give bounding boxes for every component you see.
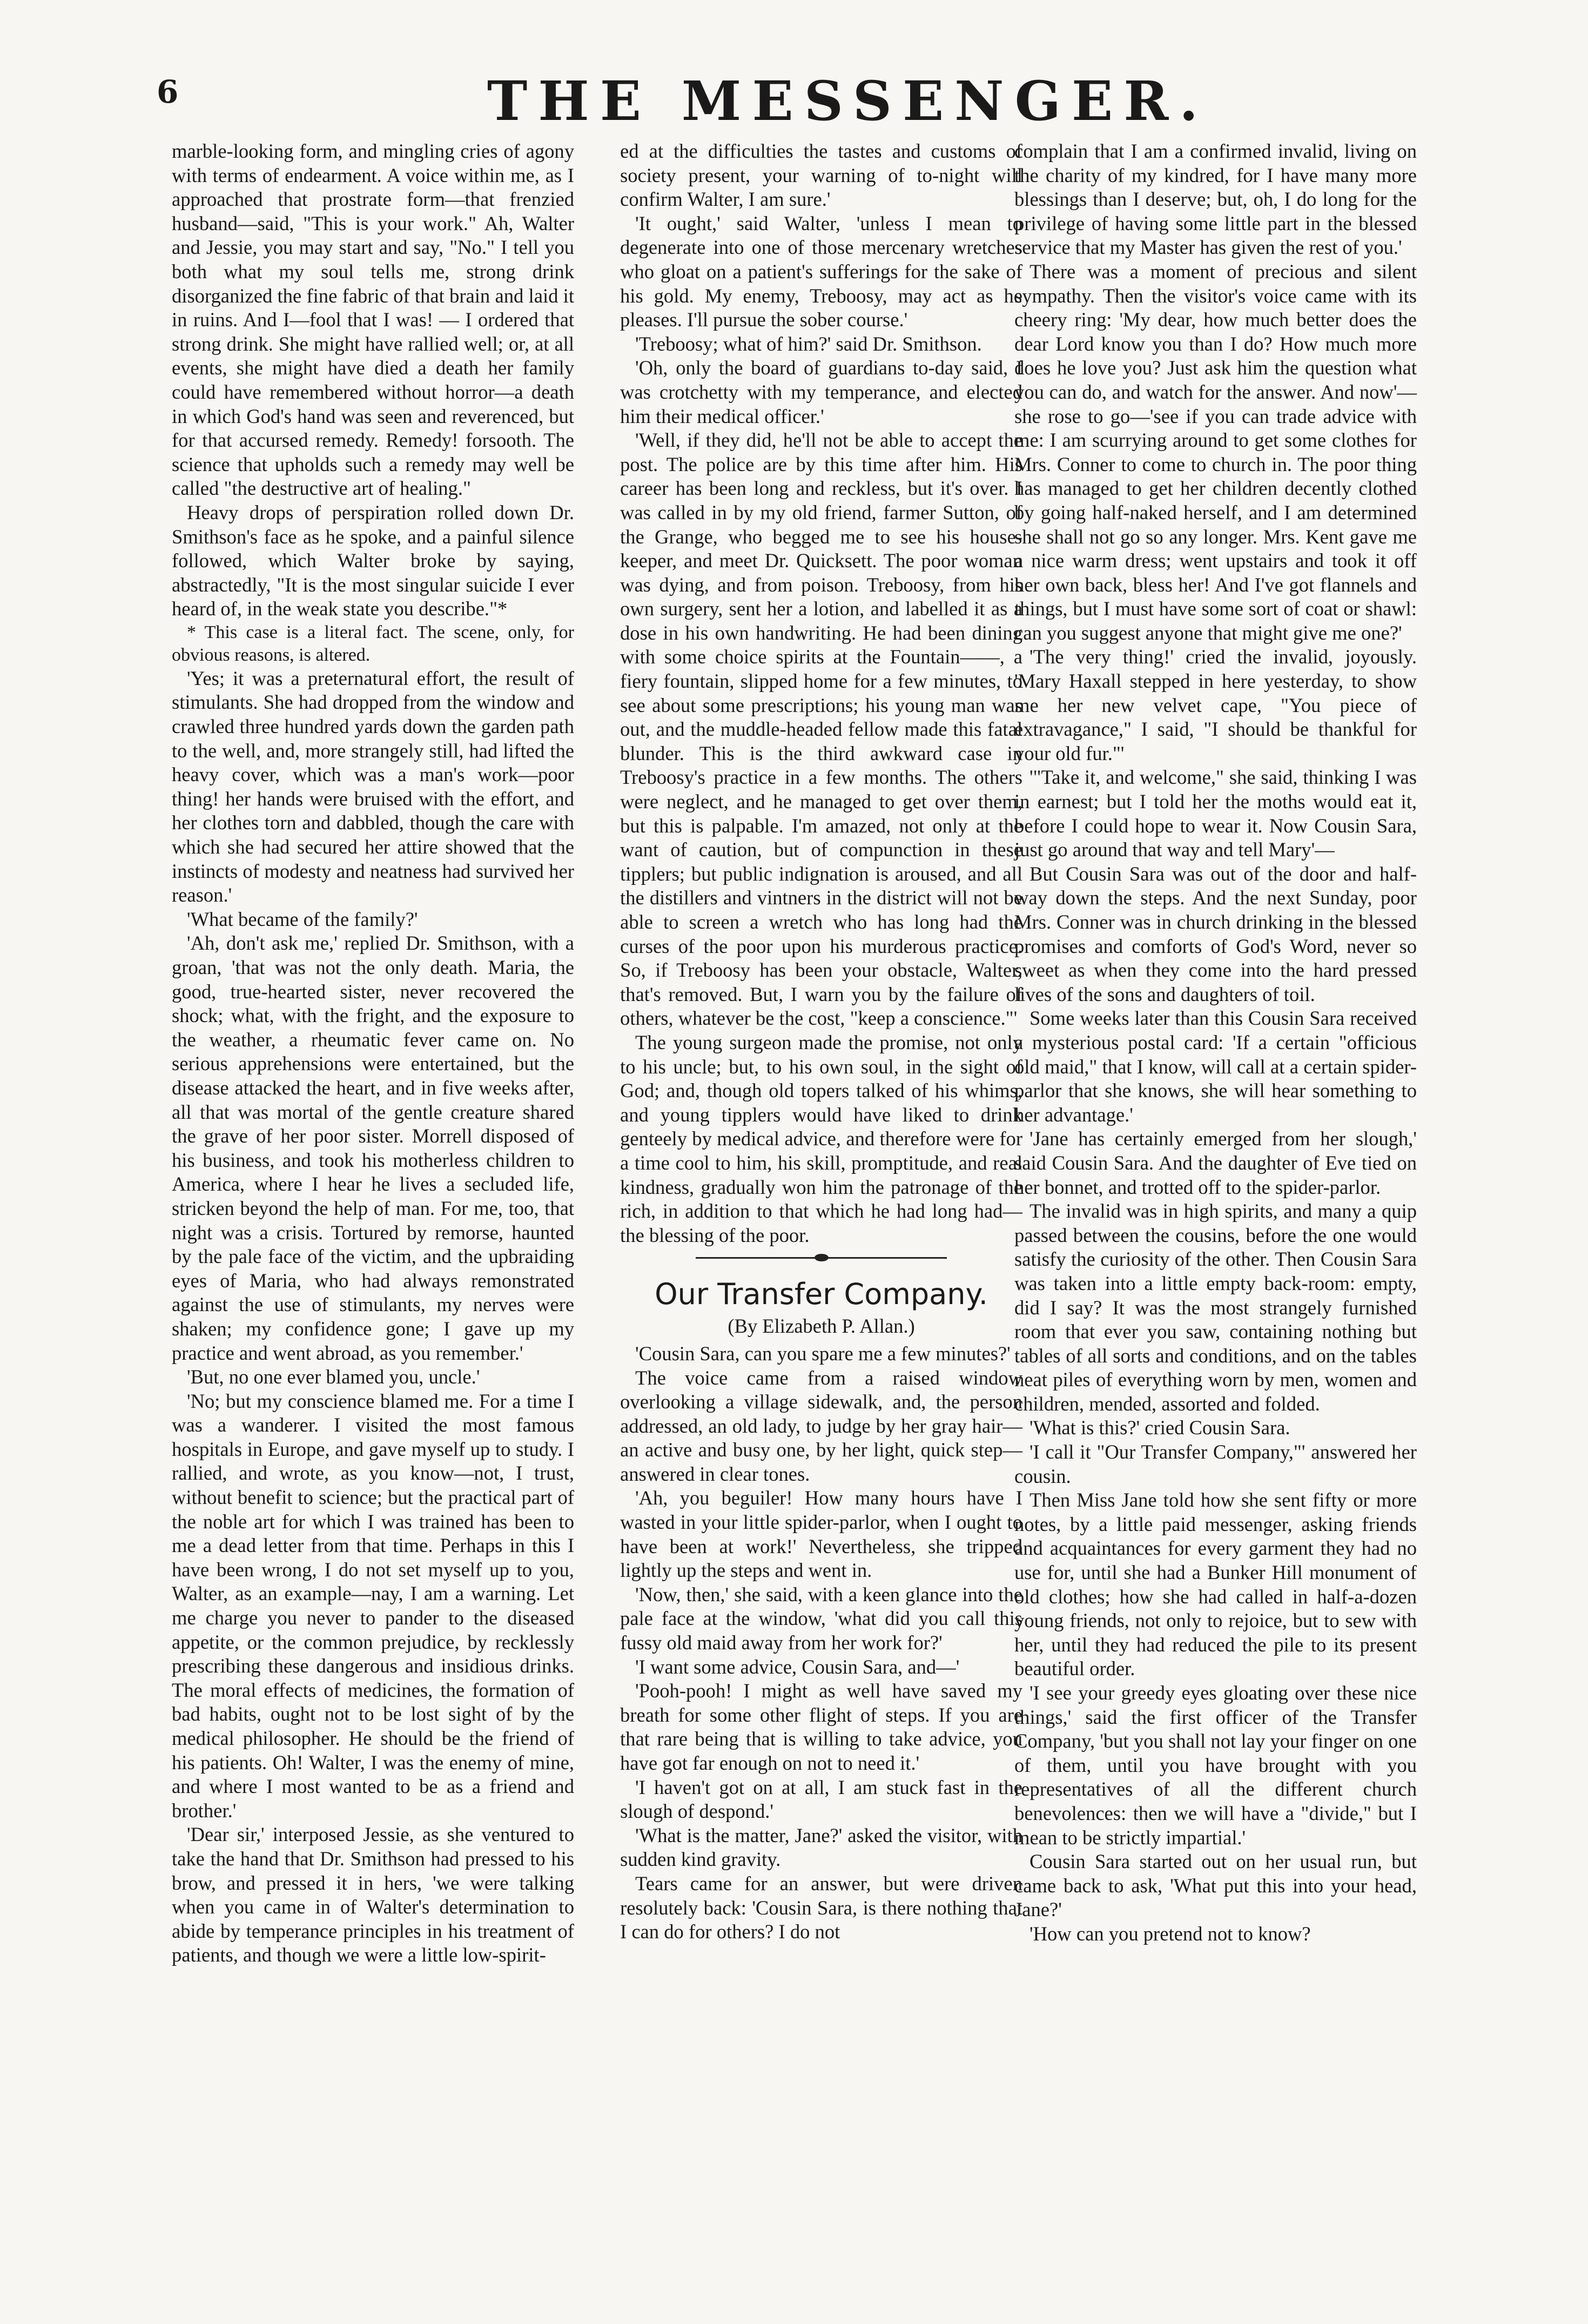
column-1 [172,139,574,1967]
column-3 [1014,139,1417,1946]
paragraph: Heavy drops of perspiration rolled down Dr. Smithson's face as he spoke, and a painful silence followed, which Walter broke by saying, abstractedly, "It is the most singular suicide I ever heard of, in the weak state you describe."* [172,501,574,620]
paragraph: 'Dear sir,' interposed Jessie, as she ventured to take the hand that Dr. Smithson had pressed to his brow, and pressed it in hers, 'we were talking when you came in of Walter's determination to abide by temperance principles in his treatment of patients, and though we were a little low-spirit- [172,1823,574,1966]
paragraph: 'It ought,' said Walter, 'unless I mean to degenerate into one of those mercenary wretches who gloat on a patient's sufferings for the sake of his gold. My enemy, Treboosy, may act as he pleases. I'll pursue the sober course.' [620,212,1022,331]
article-byline: (By Elizabeth P. Allan.) [728,1315,915,1338]
paragraph: marble-looking form, and mingling cries of agony with terms of endearment. A voice within me, as I approached that prostrate form—that frenzied husband—said, "This is your work." Ah, Walter and Jessie, you may start and say, "No." I tell you both what my soul tells me, strong drink disorganized the fine fabric of that brain and laid it in ruins. And I—fool that I was! — I ordered that strong drink. She might have rallied well; or, at all events, she might have died a death her family could have remembered without horror—a death in which God's hand was seen and reverenced, but for that accursed remedy. Remedy! forsooth. The science that upholds such a remedy may well be called "the destructive art of healing." [172,140,574,500]
paragraph: 'How can you pretend not to know? [1029,1922,1311,1945]
paragraph: 'Pooh-pooh! I might as well have saved my breath for some other flight of steps. If you are that rare being that is willing to take advice, you have got far enough on not to need it.' [620,1680,1022,1774]
paragraph: There was a moment of precious and silent sympathy. Then the visitor's voice came with its cheery ring: 'My dear, how much better does the dear Lord know you than I do? How much more does he love you? Just ask him the question what you can do, and watch for the answer. And now'—she rose to go—'see if you can trade advice with me: I am scurrying around to get some clothes for Mrs. Conner to come to church in. The poor thing has managed to get her children decently clothed by going half-naked herself, and I am determined she shall not go so any longer. Mrs. Kent gave me a nice warm dress; went upstairs and took it off her own back, bless her! And I've got flannels and things, but I must have some sort of coat or shawl: can you suggest anyone that might give me one?' [1014,260,1417,644]
paragraph: 'But, no one ever blamed you, uncle.' [187,1366,480,1388]
page-number: 6 [157,73,179,110]
paragraph: 'Oh, only the board of guardians to-day said, I was crotchetty with my temperance, and elected him their medical officer.' [620,357,1022,427]
paragraph: complain that I am a confirmed invalid, living on the charity of my kindred, for I have many more blessings than I deserve; but, oh, I do long for the privilege of having some little part in the blessed service that my Master has given the rest of you.' [1014,140,1417,259]
paragraph: ed at the difficulties the tastes and customs of society present, your warning of to-night will confirm Walter, I am sure.' [620,140,1022,211]
paragraph: Cousin Sara started out on her usual run, but came back to ask, 'What put this into your head, Jane?' [1014,1850,1417,1921]
paragraph: The invalid was in high spirits, and many a quip passed between the cousins, before the one would satisfy the curiosity of the other. Then Cousin Sara was taken into a little empty back-room: empty, did I say? It was the most strangely furnished room that ever you saw, containing nothing but tables of all sorts and conditions, and on the tables neat piles of everything worn by men, women and children, mended, assorted and folded. [1014,1200,1417,1415]
paragraph: 'Treboosy; what of him?' said Dr. Smithson. [635,332,982,355]
paragraph: Tears came for an answer, but were driven resolutely back: 'Cousin Sara, is there nothing that I can do for others? I do not [620,1872,1022,1943]
paragraph: 'I haven't got on at all, I am stuck fast in the slough of despond.' [620,1776,1022,1823]
article-title: Our Transfer Company. [655,1277,988,1312]
paragraph: 'The very thing!' cried the invalid, joyously. 'Mary Haxall stepped in here yesterday, to show me her new velvet cape, "You piece of extravagance," I said, "I should be thankful for your old fur."' [1014,646,1417,764]
paragraph: 'Yes; it was a preternatural effort, the result of stimulants. She had dropped from the window and crawled three hundred yards down the garden path to the well, and, more strangely still, had lifted the heavy cover, which was a man's work—poor thing! her hands were bruised with the effort, and her clothes torn and dabbled, though the care with which she had secured her attire showed that the instincts of modesty and neatness had survived her reason.' [172,667,574,906]
page-header [157,69,1464,134]
paragraph: The voice came from a raised window overlooking a village sidewalk, and, the person addressed, an old lady, to judge by her gray hair—an active and busy one, by her light, quick step—answered in clear tones. [620,1366,1022,1485]
paragraph: Some weeks later than this Cousin Sara received a mysterious postal card: 'If a certain "officious old maid," that I know, will call at a certain spider-parlor that she knows, she will hear something to her advantage.' [1014,1007,1417,1126]
paragraph: 'I want some advice, Cousin Sara, and—' [635,1655,960,1678]
paragraph: 'Ah, you beguiler! How many hours have I wasted in your little spider-parlor, when I ought to have been at work!' Nevertheless, she tripped lightly up the steps and went in. [620,1487,1022,1582]
section-divider [620,1250,1022,1266]
paragraph: 'Ah, don't ask me,' replied Dr. Smithson, with a groan, 'that was not the only death. Maria, the good, true-hearted sister, never recovered the shock; what, with the fright, and the exposure to the weather, a rheumatic fever came on. No serious apprehensions were entertained, but the disease attacked the heart, and in five weeks after, all that was mortal of the gentle creature shared the grave of her poor sister. Morrell disposed of his business, and took his motherless children to America, where I hear he lives a secluded life, stricken beyond the help of man. For me, too, that night was a crisis. Tortured by remorse, haunted by the pale face of the victim, and the upbraiding eyes of Maria, who had always remonstrated against the use of stimulants, my nerves were shaken; my confidence gone; I gave up my practice and went abroad, as you remember.' [172,932,574,1364]
paragraph: 'Well, if they did, he'll not be able to accept the post. The police are by this time after him. His career has been long and reckless, but it's over. I was called in by my old friend, farmer Sutton, of the Grange, who begged me to see his house-keeper, and meet Dr. Quicksett. The poor woman was dying, and from poison. Treboosy, from his own surgery, sent her a lotion, and labelled it as a dose in his own handwriting. He had been dining with some choice spirits at the Fountain——, a fiery fountain, slipped home for a few minutes, to see about some prescriptions; his young man was out, and the muddle-headed fellow made this fatal blunder. This is the third awkward case in Treboosy's practice in a few months. The others were neglect, and he managed to get over them, but this is palpable. I'm amazed, not only at the want of caution, but of compunction in these tipplers; but public indignation is aroused, and all the distillers and vintners in the district will not be able to screen a wretch who has long had the curses of the poor upon his murderous practice. So, if Treboosy has been your obstacle, Walter, that's removed. But, I warn you by the failure of others, whatever be the cost, "keep a conscience."' [620,429,1022,1030]
paragraph: 'I see your greedy eyes gloating over these nice things,' said the first officer of the Transfer Company, 'but you shall not lay your finger on one of them, until you have brought with you representatives of all the different church benevolences: then we will have a "divide," but I mean to be strictly impartial.' [1014,1682,1417,1849]
masthead-title: THE MESSENGER. [487,69,1209,133]
paragraph: 'Jane has certainly emerged from her slough,' said Cousin Sara. And the daughter of Eve tied on her bonnet, and trotted off to the spider-parlor. [1014,1127,1417,1198]
paragraph: '"Take it, and welcome," she said, thinking I was in earnest; but I told her the moths would eat it, before I could hope to wear it. Now Cousin Sara, just go around that way and tell Mary'— [1014,766,1417,861]
paragraph: 'I call it "Our Transfer Company,"' answered her cousin. [1014,1441,1417,1487]
footnote: * This case is a literal fact. The scene, only, for obvious reasons, is altered. [172,622,574,665]
paragraph: 'What became of the family?' [187,908,418,930]
paragraph: 'Cousin Sara, can you spare me a few minutes?' [635,1342,1011,1365]
paragraph: 'Now, then,' she said, with a keen glance into the pale face at the window, 'what did you call this fussy old maid away from her work for?' [620,1583,1022,1654]
paragraph: But Cousin Sara was out of the door and half-way down the steps. And the next Sunday, poor Mrs. Conner was in church drinking in the blessed promises and comforts of God's Word, never so sweet as when they come into the hard pressed lives of the sons and daughters of toil. [1014,862,1417,1005]
paragraph: 'What is this?' cried Cousin Sara. [1029,1416,1290,1439]
paragraph: Then Miss Jane told how she sent fifty or more notes, by a little paid messenger, asking friends and acquaintances for every garment they had no use for, until she had a Bunker Hill monument of old clothes; how she had called in half-a-dozen young friends, not only to rejoice, but to sew with her, until they had reduced the pile to its present beautiful order. [1014,1489,1417,1680]
paragraph: 'What is the matter, Jane?' asked the visitor, with sudden kind gravity. [620,1824,1022,1871]
column-2 [620,139,1022,1944]
paragraph: The young surgeon made the promise, not only to his uncle; but, to his own soul, in the sight of God; and, though old topers talked of his whims, and young tipplers would have liked to drink genteely by medical advice, and therefore were for a time cool to him, his skill, promptitude, and real kindness, gradually won him the patronage of the rich, in addition to that which he had long had—the blessing of the poor. [620,1031,1022,1246]
paragraph: 'No; but my conscience blamed me. For a time I was a wanderer. I visited the most famous hospitals in Europe, and gave myself up to study. I rallied, and wrote, as you know—not, I trust, without benefit to science; but the practical part of the noble art for which I was trained has been to me a dead letter from that time. Perhaps in this I have been wrong, I do not set myself up to you, Walter, as an example—nay, I am a warning. Let me charge you never to pander to the diseased appetite, or the common prejudice, by recklessly prescribing these dangerous and insidious drinks. The moral effects of medicines, the formation of bad habits, ought not to be lost sight of by the medical philosopher. He should be the friend of his patients. Oh! Walter, I was the enemy of mine, and where I most wanted to be as a friend and brother.' [172,1389,574,1822]
